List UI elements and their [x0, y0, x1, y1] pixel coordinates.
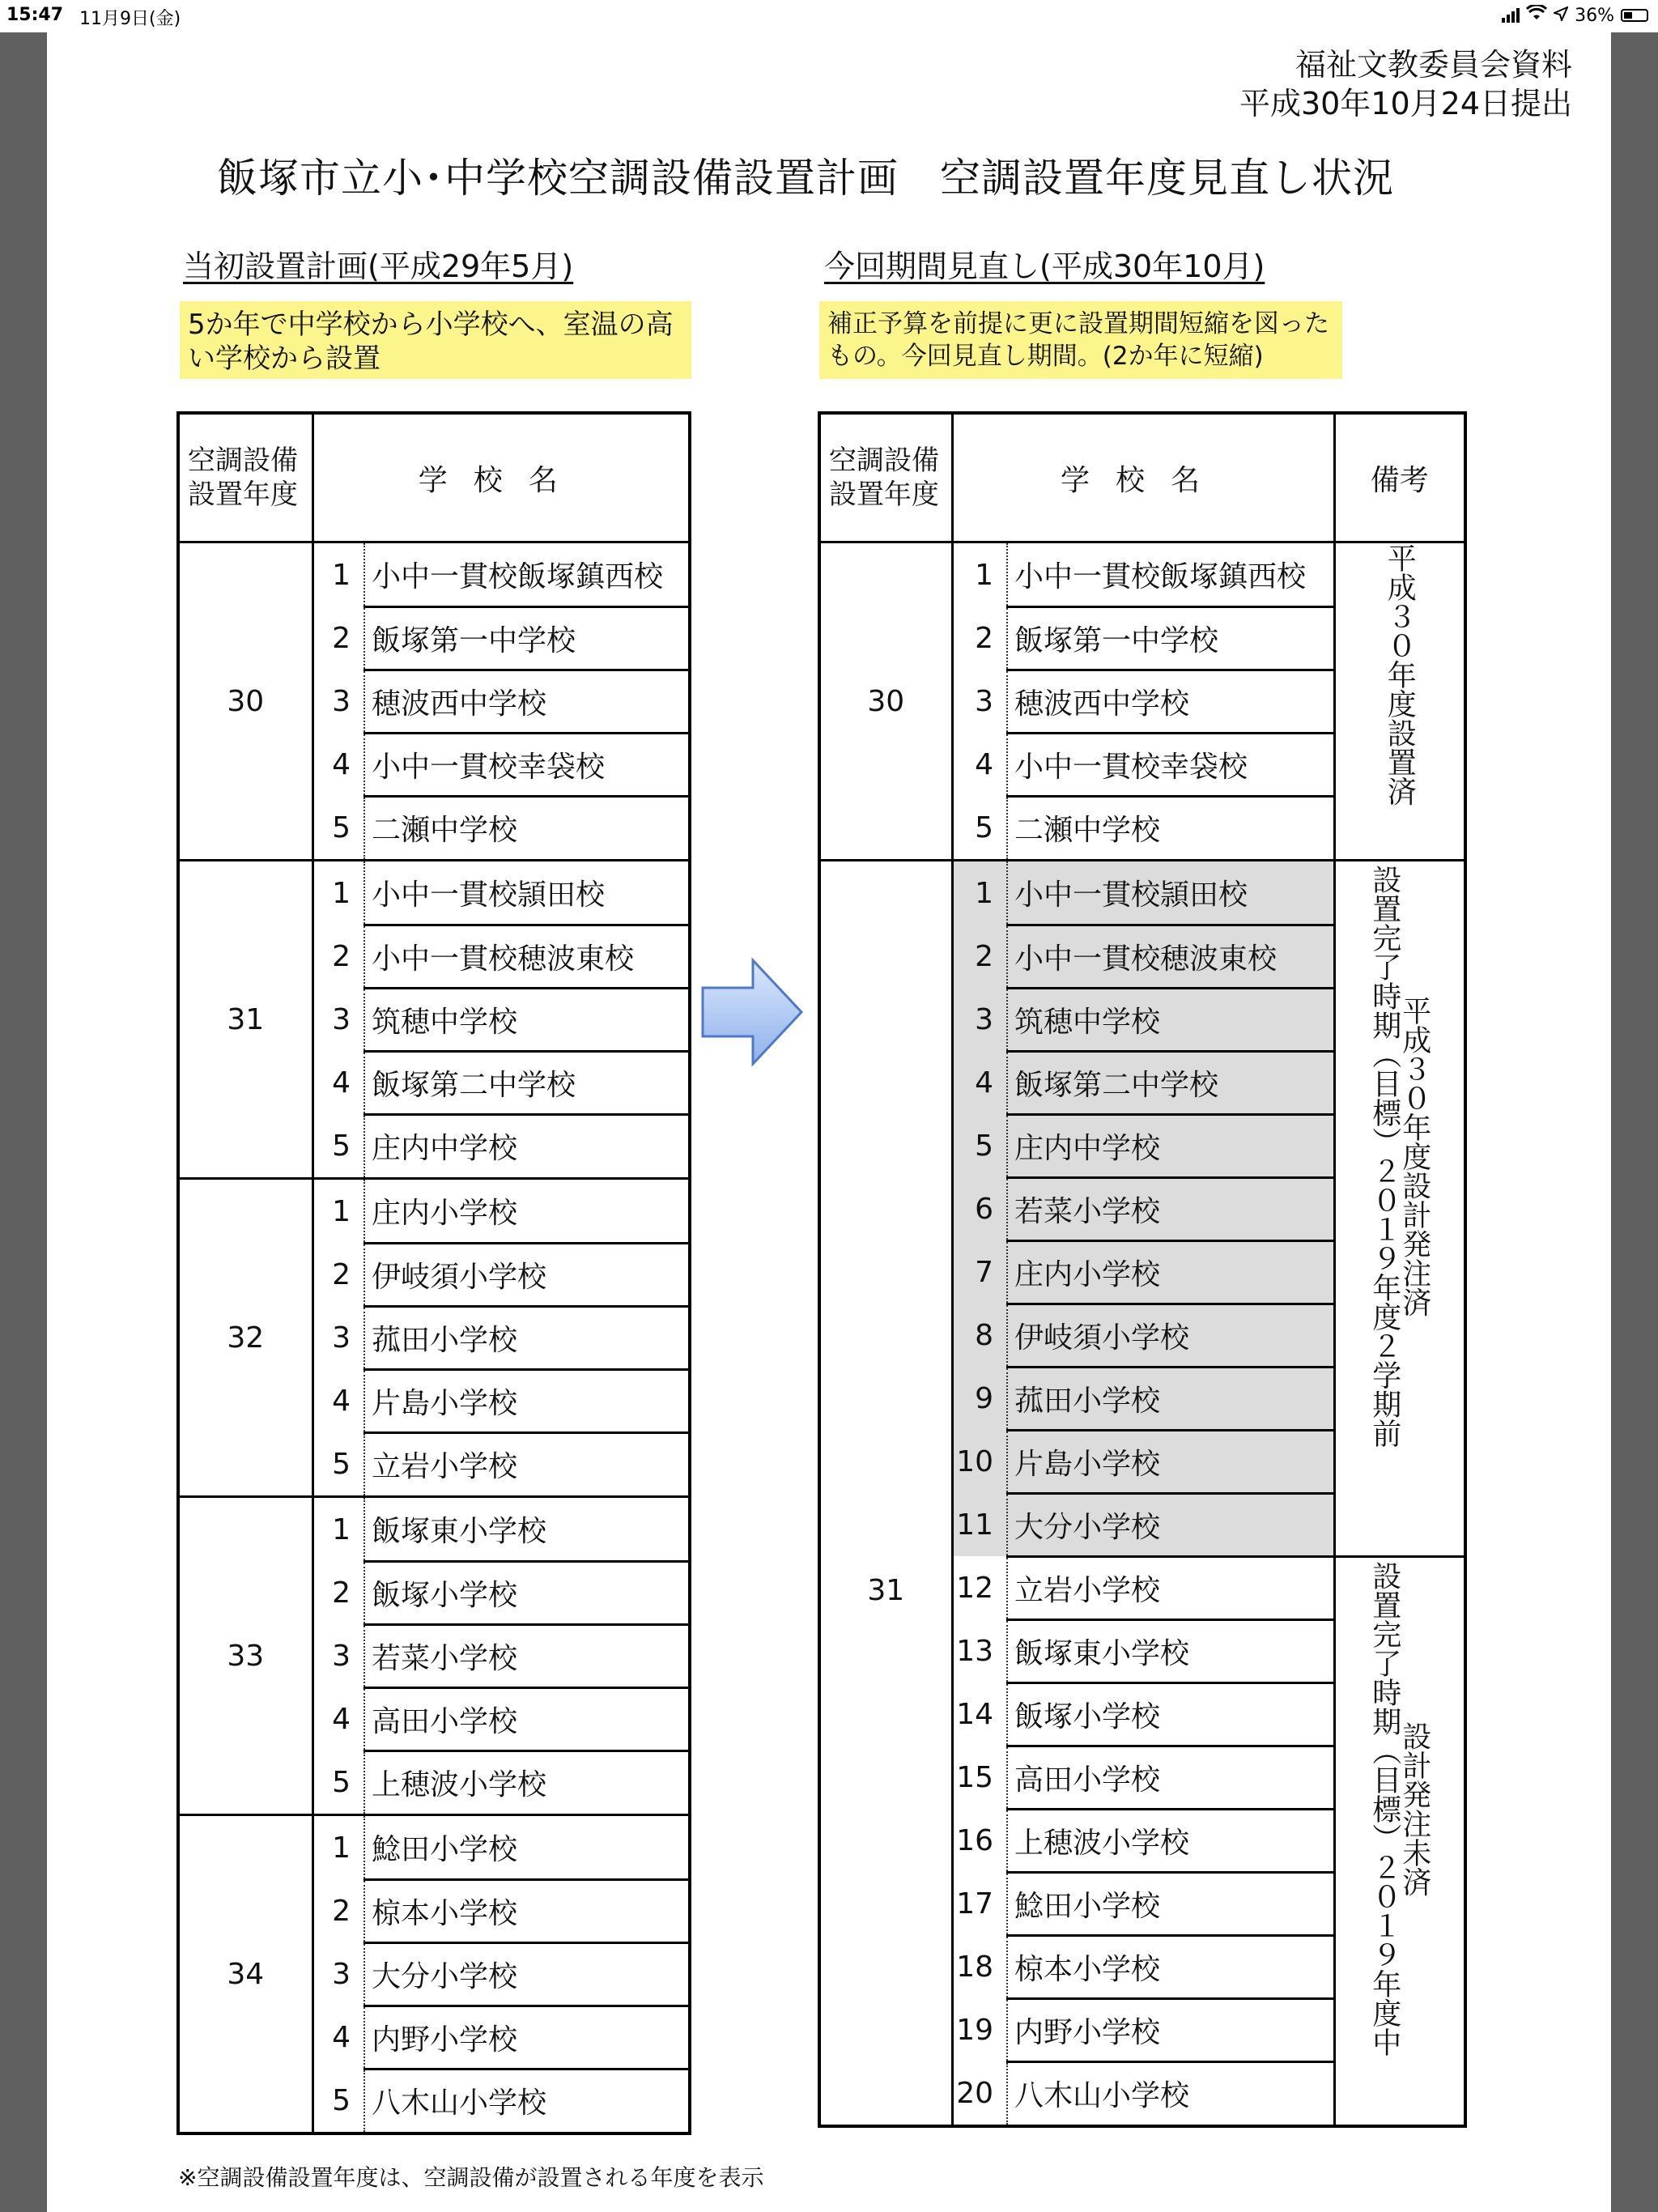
school-name: 片島小学校 — [364, 1369, 690, 1432]
school-name: 小中一貫校穂波東校 — [364, 925, 690, 988]
col-name-header: 学校名 — [952, 413, 1334, 542]
school-name: 大分小学校 — [1007, 1493, 1334, 1556]
school-name: 小中一貫校穂波東校 — [1007, 925, 1334, 988]
row-number: 4 — [312, 2006, 364, 2069]
row-number: 4 — [312, 733, 364, 796]
school-name: 小中一貫校幸袋校 — [364, 733, 690, 796]
row-number: 7 — [952, 1240, 1007, 1304]
row-number: 19 — [952, 1998, 1007, 2061]
school-name: 筑穂中学校 — [1007, 988, 1334, 1051]
row-number: 5 — [952, 796, 1007, 861]
row-number: 6 — [952, 1177, 1007, 1240]
col-name-header: 学校名 — [312, 413, 690, 542]
row-number: 4 — [312, 1687, 364, 1750]
row-number: 16 — [952, 1809, 1007, 1872]
row-number: 2 — [312, 1561, 364, 1624]
table-row — [178, 861, 690, 925]
school-name: 上穂波小学校 — [364, 1750, 690, 1815]
school-name: 上穂波小学校 — [1007, 1809, 1334, 1872]
school-name: 若菜小学校 — [364, 1624, 690, 1687]
school-name: 鯰田小学校 — [1007, 1872, 1334, 1935]
remark-design-status: 平成３０年度設計発注済 — [1397, 996, 1431, 1317]
school-name: 小中一貫校飯塚鎮西校 — [364, 542, 690, 607]
school-name: 庄内小学校 — [364, 1179, 690, 1244]
row-number: 3 — [312, 1624, 364, 1687]
row-number: 1 — [312, 542, 364, 607]
table-row — [178, 542, 690, 607]
document-page — [47, 32, 1611, 2212]
left-plan-note: 5か年で中学校から小学校へ、室温の高い学校から設置 — [180, 301, 691, 379]
row-number: 3 — [312, 988, 364, 1051]
committee-label: 福祉文教委員会資料 — [1295, 47, 1572, 83]
row-number: 13 — [952, 1619, 1007, 1682]
row-number: 4 — [952, 1051, 1007, 1114]
table-row — [178, 1815, 690, 1880]
school-name: 伊岐須小学校 — [364, 1243, 690, 1306]
school-name: 高田小学校 — [364, 1687, 690, 1750]
school-name: 小中一貫校幸袋校 — [1007, 733, 1334, 796]
row-number: 4 — [312, 1051, 364, 1114]
school-name: 八木山小学校 — [1007, 2061, 1334, 2126]
row-number: 5 — [312, 1432, 364, 1497]
row-number: 4 — [952, 733, 1007, 796]
row-number: 1 — [312, 1815, 364, 1880]
row-number: 3 — [312, 1306, 364, 1369]
row-number: 15 — [952, 1746, 1007, 1809]
cellular-signal-icon — [1502, 8, 1520, 23]
row-number: 1 — [952, 542, 1007, 607]
install-year: 30 — [819, 542, 952, 861]
remarks-cell — [1334, 542, 1465, 861]
row-number: 4 — [312, 1369, 364, 1432]
battery-icon — [1621, 9, 1648, 22]
row-number: 5 — [312, 1114, 364, 1179]
row-number: 3 — [312, 670, 364, 733]
school-name: 庄内小学校 — [1007, 1240, 1334, 1304]
install-year: 32 — [178, 1179, 312, 1497]
school-name: 飯塚東小学校 — [364, 1497, 690, 1562]
row-number: 10 — [952, 1430, 1007, 1493]
school-name: 筑穂中学校 — [364, 988, 690, 1051]
school-name: 二瀬中学校 — [1007, 796, 1334, 861]
footnote: ※空調設備設置年度は、空調設備が設置される年度を表示 — [178, 2164, 764, 2191]
school-name: 伊岐須小学校 — [1007, 1304, 1334, 1367]
school-name: 飯塚第二中学校 — [364, 1051, 690, 1114]
wifi-icon — [1526, 5, 1547, 26]
table-row — [178, 1179, 690, 1244]
table-row — [819, 542, 1465, 607]
install-year: 33 — [178, 1497, 312, 1815]
row-number: 2 — [312, 1243, 364, 1306]
table-row — [819, 861, 1465, 925]
remark-completion-target: 設置完了時期（目標）２０１９年度中 — [1367, 1560, 1401, 2057]
remark-completion-target: 設置完了時期（目標）２０１９年度２学期前 — [1367, 865, 1401, 1448]
school-name: 椋本小学校 — [1007, 1935, 1334, 1998]
school-name: 飯塚小学校 — [1007, 1682, 1334, 1746]
school-name: 飯塚第一中学校 — [364, 606, 690, 670]
school-name: 高田小学校 — [1007, 1746, 1334, 1809]
school-name: 八木山小学校 — [364, 2069, 690, 2133]
school-name: 鯰田小学校 — [364, 1815, 690, 1880]
row-number: 18 — [952, 1935, 1007, 1998]
row-number: 3 — [952, 988, 1007, 1051]
right-plan-note: 補正予算を前提に更に設置期間短縮を図ったもの。今回見直し期間。(2か年に短縮) — [819, 301, 1342, 379]
table-row — [178, 1497, 690, 1562]
school-name: 飯塚第一中学校 — [1007, 606, 1334, 670]
school-name: 飯塚東小学校 — [1007, 1619, 1334, 1682]
row-number: 17 — [952, 1872, 1007, 1935]
row-number: 1 — [312, 1497, 364, 1562]
table-header-row — [819, 413, 1465, 542]
install-year: 31 — [178, 861, 312, 1179]
school-name: 小中一貫校頴田校 — [364, 861, 690, 925]
location-icon — [1554, 6, 1568, 26]
school-name: 内野小学校 — [364, 2006, 690, 2069]
school-name: 飯塚第二中学校 — [1007, 1051, 1334, 1114]
install-year: 34 — [178, 1815, 312, 2134]
row-number: 2 — [952, 606, 1007, 670]
row-number: 8 — [952, 1304, 1007, 1367]
row-number: 3 — [312, 1942, 364, 2006]
status-bar — [0, 0, 1658, 32]
page-title: 飯塚市立小･中学校空調設備設置計画 空調設置年度見直し状況 — [217, 155, 1394, 202]
submission-date: 平成30年10月24日提出 — [1239, 86, 1572, 121]
col-remarks-header: 備考 — [1334, 413, 1465, 542]
row-number: 5 — [312, 796, 364, 861]
battery-percent: 36% — [1575, 5, 1614, 26]
table-header-row — [178, 413, 690, 542]
school-name: 菰田小学校 — [364, 1306, 690, 1369]
left-plan-heading: 当初設置計画(平成29年5月) — [183, 249, 574, 284]
school-name: 庄内中学校 — [364, 1114, 690, 1179]
school-name: 大分小学校 — [364, 1942, 690, 2006]
row-number: 20 — [952, 2061, 1007, 2126]
school-name: 立岩小学校 — [1007, 1556, 1334, 1619]
remarks-cell — [1334, 1556, 1465, 2126]
install-year: 30 — [178, 542, 312, 861]
remarks-cell — [1334, 861, 1465, 1557]
right-arrow-icon — [699, 955, 805, 1069]
school-name: 椋本小学校 — [364, 1879, 690, 1942]
school-name: 庄内中学校 — [1007, 1114, 1334, 1177]
row-number: 2 — [312, 1879, 364, 1942]
school-name: 二瀬中学校 — [364, 796, 690, 861]
school-name: 立岩小学校 — [364, 1432, 690, 1497]
status-time: 15:47 — [6, 5, 64, 25]
remark-status: 平成３０年度設置済 — [1383, 543, 1417, 806]
row-number: 1 — [312, 861, 364, 925]
school-name: 若菜小学校 — [1007, 1177, 1334, 1240]
row-number: 5 — [952, 1114, 1007, 1177]
row-number: 1 — [952, 861, 1007, 925]
status-date: 11月9日(金) — [79, 9, 181, 29]
row-number: 2 — [312, 925, 364, 988]
school-name: 菰田小学校 — [1007, 1367, 1334, 1430]
row-number: 2 — [952, 925, 1007, 988]
row-number: 14 — [952, 1682, 1007, 1746]
school-name: 小中一貫校飯塚鎮西校 — [1007, 542, 1334, 607]
row-number: 5 — [312, 1750, 364, 1815]
school-name: 片島小学校 — [1007, 1430, 1334, 1493]
col-year-header: 空調設備設置年度 — [178, 413, 312, 542]
row-number: 2 — [312, 606, 364, 670]
school-name: 内野小学校 — [1007, 1998, 1334, 2061]
row-number: 1 — [312, 1179, 364, 1244]
revised-plan-table — [818, 411, 1467, 2128]
school-name: 穂波西中学校 — [364, 670, 690, 733]
school-name: 小中一貫校頴田校 — [1007, 861, 1334, 925]
remark-design-status: 設計発注未済 — [1397, 1721, 1431, 1896]
row-number: 3 — [952, 670, 1007, 733]
row-number: 5 — [312, 2069, 364, 2133]
school-name: 穂波西中学校 — [1007, 670, 1334, 733]
row-number: 11 — [952, 1493, 1007, 1556]
original-plan-table — [176, 411, 691, 2135]
remark-columns — [1336, 1558, 1464, 2057]
row-number: 12 — [952, 1556, 1007, 1619]
col-year-header: 空調設備設置年度 — [819, 413, 952, 542]
school-name: 飯塚小学校 — [364, 1561, 690, 1624]
remark-columns — [1336, 861, 1464, 1448]
install-year: 31 — [819, 861, 952, 2127]
row-number: 9 — [952, 1367, 1007, 1430]
right-plan-heading: 今回期間見直し(平成30年10月) — [824, 249, 1265, 284]
